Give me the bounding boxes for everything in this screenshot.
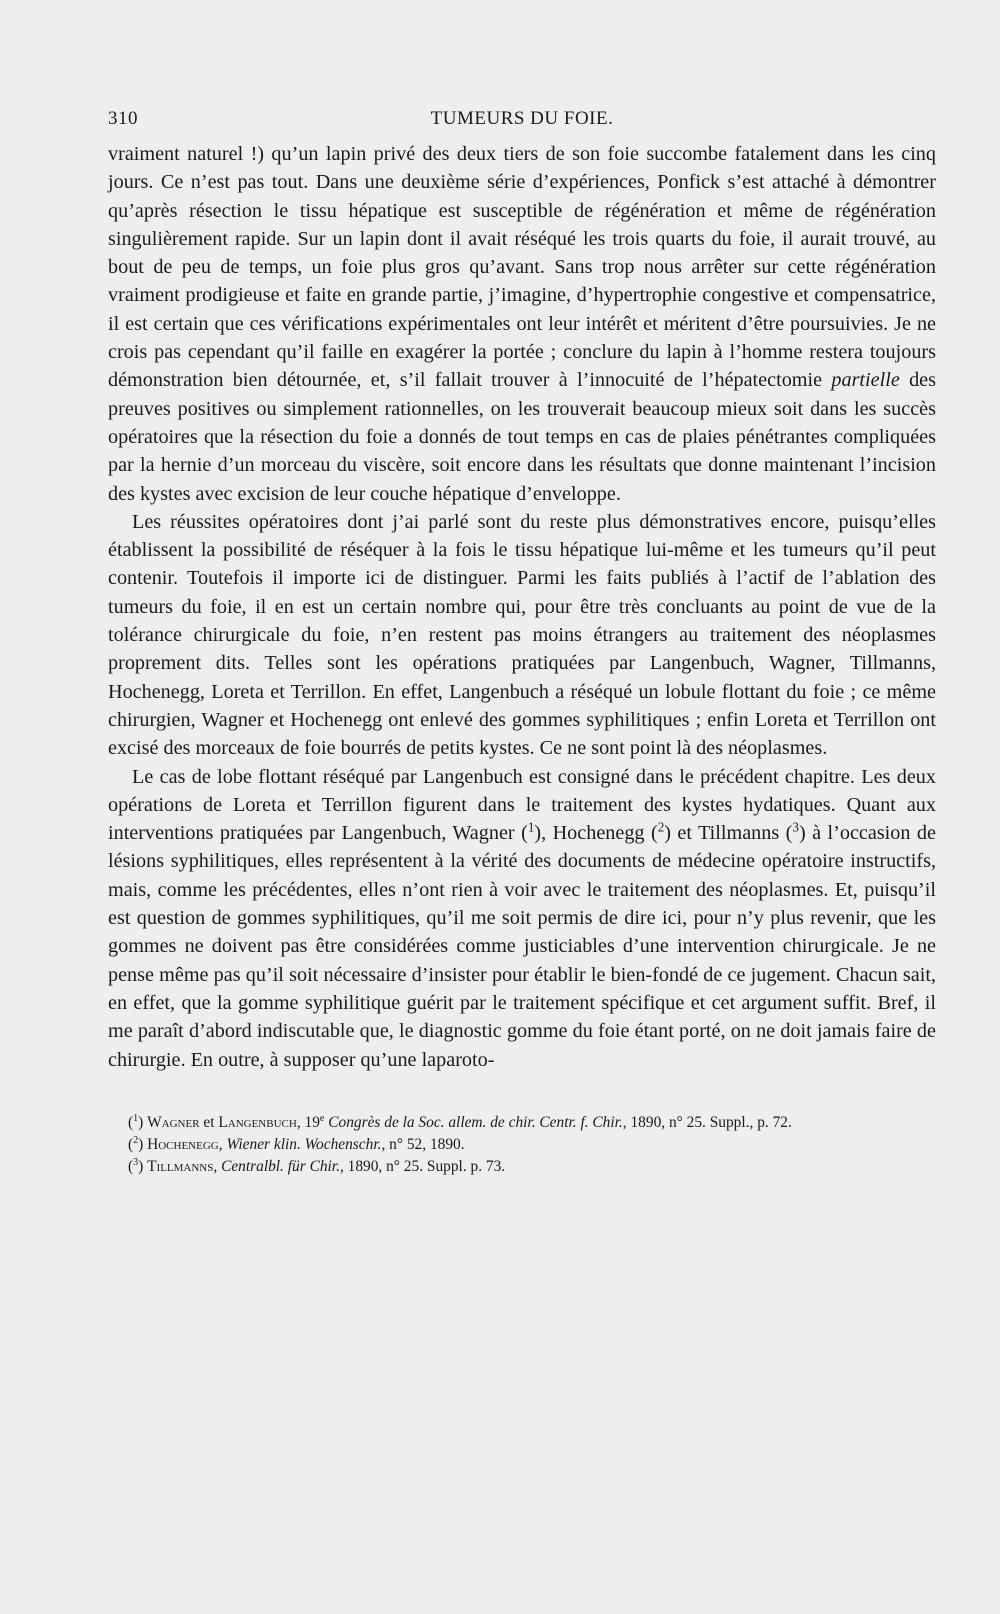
text-run: )	[138, 1113, 148, 1131]
paragraph	[108, 763, 936, 1074]
running-header	[108, 108, 936, 138]
text-run: )	[138, 1157, 148, 1175]
footnote-ref: 2	[657, 819, 665, 835]
footnote-ref: 2	[133, 1134, 139, 1146]
footnote	[108, 1112, 936, 1134]
footnote-ref: 1	[133, 1112, 139, 1124]
text-run: (	[128, 1157, 134, 1175]
text-run: ,	[213, 1157, 222, 1175]
author-name: Tillmanns	[147, 1157, 214, 1175]
footnote	[108, 1134, 936, 1156]
text-run: vraiment naturel !) qu’un lapin privé des deux tiers de son foie succombe fatalement dans les cinq jours. Ce n’est pas tout. Dans une deuxième série d’expériences, Ponfick s’est attaché à démontrer qu’après résection le tissu hépatique est susceptible de régénération et même de régénération singulièrement rapide. Sur un lapin dont il avait réséqué les trois quarts du foie, il aurait trouvé, au bout de peu de temps, un foie plus gros qu’avant. Sans trop nous arrêter sur cette régénération vraiment prodigieuse et faite en grande partie, j’imagine, d’hypertrophie congestive et compensatrice, il est certain que ces vérifications expérimentales ont leur intérêt et méritent d’être poursuivies. Je ne crois pas cependant qu’il faille en exagérer la portée ; conclure du lapin à l’homme restera toujours démonstration bien détournée, et, s’il fallait trouver à l’innocuité de l’hépatectomie	[108, 143, 936, 392]
italic-text: Centralbl. für Chir.	[221, 1157, 340, 1175]
text-run: des preuves positives ou simplement rationnelles, on les trouverait beaucoup mieux soit dans les succès opératoires que la résection du foie a donnés de tout temps en cas de plaies pénétrantes compliquées par la hernie d’un morceau du viscère, soit encore dans les résultats que donne maintenant l’incision des kystes avec excision de leur couche hépatique d’enveloppe.	[108, 369, 936, 505]
text-run: , 19	[296, 1113, 320, 1131]
italic-text: Wiener klin. Wochenschr.	[226, 1135, 382, 1153]
text-run: et	[199, 1113, 219, 1131]
author-name: Langenbuch	[218, 1113, 297, 1131]
footnotes	[108, 1112, 936, 1178]
author-name: Wagner	[147, 1113, 200, 1131]
footnote-ref: e	[319, 1112, 325, 1124]
paragraph	[108, 508, 936, 763]
text-run: )	[138, 1135, 148, 1153]
italic-text: Congrès de la Soc. allem. de chir. Centr. f. Chir.	[328, 1113, 623, 1131]
italic-text: partielle	[831, 369, 900, 392]
text-run: ,	[218, 1135, 227, 1153]
footnote-ref: 1	[527, 819, 535, 835]
text-run: , n° 52, 1890.	[381, 1135, 465, 1153]
text-run: (	[128, 1113, 134, 1131]
body-text	[108, 140, 936, 1074]
text-run: ) à l’occasion de lésions syphilitiques, elles représentent à la vérité des documents de médecine opératoire instructifs, mais, comme les précédentes, elles n’ont rien à voir avec le traitement des néoplasmes. Et, puisqu’il est question de gommes syphilitiques, qu’il me soit permis de dire ici, pour n’y plus revenir, que les gommes ne doivent pas être considérées comme justiciables d’une intervention chirurgicale. Je ne pense même pas qu’il soit nécessaire d’insister pour établir le bien-fondé de ce jugement. Chacun sait, en effet, que la gomme syphilitique guérit par le traitement spécifique et cet argument suffit. Bref, il me paraît d’abord indiscutable que, le diagnostic gomme du foie étant porté, on ne doit jamais faire de chirurgie. En outre, à supposer qu’une laparoto-	[108, 822, 936, 1071]
text-run: Le cas de lobe flottant réséqué par Langenbuch est consigné dans le précédent chapitre. Les deux opérations de Loreta et Terrillon figurent dans le traitement des kystes hydatiques. Quant aux interventions pratiquées par Langenbuch, Wagner (	[108, 765, 936, 845]
author-name: Hochenegg	[147, 1135, 219, 1153]
text-run: Les réussites opératoires dont j’ai parlé sont du reste plus démonstratives encore, puisqu’elles établissent la possibilité de réséquer à la fois le tissu hépatique lui-même et les tumeurs qu’il peut contenir. Toutefois il importe ici de distinguer. Parmi les faits publiés à l’actif de l’ablation des tumeurs du foie, il en est un certain nombre qui, pour être très concluants au point de vue de la tolérance chirurgicale du foie, n’en restent pas moins étrangers au traitement des néoplasmes proprement dits. Telles sont les opérations pratiquées par Langenbuch, Wagner, Tillmanns, Hochenegg, Loreta et Terrillon. En effet, Langenbuch a réséqué un lobule flottant du foie ; ce même chirurgien, Wagner et Hochenegg ont enlevé des gommes syphilitiques ; enfin Loreta et Terrillon ont excisé des morceaux de foie bourrés de petits kystes. Ce ne sont point là des néoplasmes.	[108, 510, 936, 760]
footnote-ref: 3	[792, 819, 799, 835]
text-run: ) et Tillmanns (	[664, 822, 793, 845]
page-number: 310	[108, 108, 138, 129]
paragraph	[108, 140, 936, 508]
text-run: ), Hochenegg (	[534, 822, 658, 845]
text-run: , 1890, n° 25. Suppl. p. 73.	[339, 1157, 506, 1175]
footnote-ref: 3	[133, 1156, 139, 1168]
text-run: , 1890, n° 25. Suppl., p. 72.	[622, 1113, 792, 1131]
text-run: (	[128, 1135, 134, 1153]
running-title: TUMEURS DU FOIE.	[430, 108, 614, 129]
footnote	[108, 1156, 936, 1178]
